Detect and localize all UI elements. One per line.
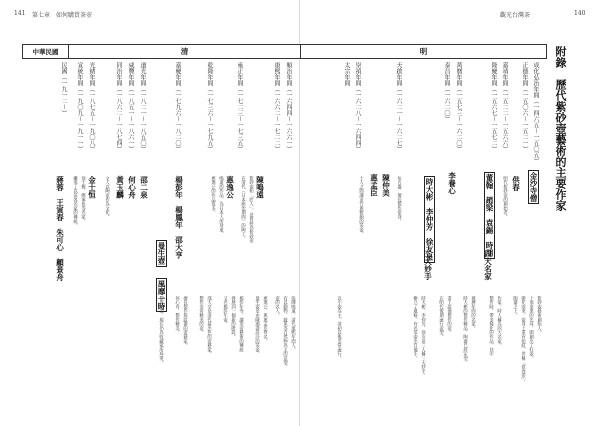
qing-era: 乾隆年間（一七三六～一七九五） — [206, 62, 213, 152]
artist-group-label: 三大妙手 — [423, 250, 433, 280]
description-line: 仿古器，擅長製作壺身。 — [396, 176, 402, 224]
artist-name: 供春 — [511, 176, 521, 191]
artist-name: 黃玉麟 — [115, 176, 125, 199]
description-line: 鳴遠的作品，為日本人所珍重。 — [218, 176, 224, 237]
artist-group-boxed: 董翰 趙梁 袁錫 時朋 — [485, 174, 494, 257]
artist-name: 惠逸公 — [225, 176, 235, 199]
commentary-line: 以小壺為主，清初以後非常流行。 — [336, 296, 342, 361]
commentary-line: 變化而來，壺身上還有指紋，世稱「供春壺」。 — [520, 296, 526, 385]
commentary-line: 製作時，帶多樣化的作品，其中 — [488, 296, 494, 357]
teapot-style-boxed: 曼生壺 — [157, 242, 166, 265]
right-page-number: 140 — [574, 10, 586, 17]
commentary-line: 萬曆年間的名家。 — [470, 296, 476, 331]
description-line: 文人以陶壺作為文化。 — [104, 176, 110, 219]
commentary-line: 在明代後期流行壺型。 — [438, 296, 444, 339]
page-gutter — [299, 0, 300, 426]
ming-era: 成化弘治年間（一四六五～一五〇五） — [532, 62, 539, 164]
commentary-line: 製作非常精美的壺。 — [198, 296, 204, 335]
artist-name: 惠孟臣 — [369, 174, 379, 197]
commentary-line: 紫砂壺藝術創始人。 — [536, 296, 542, 335]
commentary-line: 書上說他製作的壺。 — [446, 296, 452, 335]
qing-era: 嘉慶年間（一七九六～一八二〇） — [174, 62, 181, 152]
roc-era: 民國（一九一二～） — [60, 62, 67, 116]
commentary-line: 樹立了風格，有名茶壺出自他手。 — [412, 296, 418, 361]
commentary-line: 製作的壺，現在仍為收藏家所珍愛。 — [158, 296, 164, 365]
artist-name: 陳鳴遠 — [255, 176, 265, 199]
artist-name: 何心舟 — [127, 176, 137, 199]
artist-group-boxed: 時大彬 李仲芳 徐友泉 — [425, 178, 434, 261]
commentary-line: 陶器之上。 — [512, 296, 518, 318]
description-line: 惠逸公的作品很多。 — [210, 176, 216, 215]
ming-era: 泰昌年間（一六二〇） — [443, 62, 450, 122]
qing-era: 道光年間（一八二一～一八五〇） — [139, 62, 146, 152]
description-line: 紫砂壺和「匠人」，是曾經為紫砂壺 — [248, 176, 254, 243]
qing-era: 宣統年間（一九〇九～一九一一） — [76, 62, 83, 152]
qing-era: 光緒年間（一八七五～一九〇八） — [88, 62, 95, 152]
artist-name-boxed: 金沙寺僧 — [529, 172, 538, 202]
left-running-head: 第七章 如何購買茶壺 — [32, 12, 93, 19]
commentary-line: 發展到一個新的階段。 — [230, 296, 236, 339]
commentary-line: 時大彬、李仲芳、徐友泉三人稱三大妙手。 — [420, 296, 426, 378]
commentary-line: 有以動物、蔬果等自然物為主的造型。 — [282, 296, 288, 370]
qing-era: 咸豐年間（一八五一～一八六一） — [127, 62, 134, 152]
artist-name: 金士恒 — [87, 176, 97, 199]
commentary-line: 壺的名人。 — [274, 296, 280, 318]
right-running-head: 觀光台灣茶 — [500, 12, 531, 19]
ming-era: 崇禎年間（一六二八～一六四四） — [354, 62, 361, 152]
qing-era: 同治年間（一八六二～一八七四） — [115, 62, 122, 152]
artist-name: 邵二泉 — [139, 176, 149, 199]
description-line: 徐士衡，鄭寧侯等名家。 — [80, 176, 86, 224]
artist-group: 蔣蓉 王寅春 朱可心 顧景舟 — [55, 176, 65, 281]
qing-era: 順治年間（一六四四～一六六一） — [285, 62, 292, 152]
dynasty-ming-header: 明 — [300, 44, 547, 59]
ming-era: 正德年間（一五〇六～一五二一） — [521, 62, 528, 152]
commentary-line: 時大彬的製作精品、陶器已經定型， — [462, 296, 468, 365]
commentary-line: 何心舟，製作精美。 — [174, 296, 180, 335]
commentary-line: 邵大亨是清代最出色的壺藝家。 — [206, 296, 212, 357]
commentary-line: 上承茶業的先河，開創出了好壺。 — [528, 296, 534, 361]
ming-era: 太宗年間 — [343, 62, 350, 86]
artist-group-label: 四大名家 — [483, 250, 493, 280]
description-line: 繼承了以前各名家的傳統。 — [72, 176, 78, 228]
dynasty-qing-header: 清 — [68, 44, 301, 59]
ming-era: 天啟年間（一六二一～一六二七） — [395, 62, 402, 152]
description-line: 士人之間講求竹與雅韻的茶壺。 — [358, 176, 364, 237]
artist-name: 陳仲美 — [381, 174, 391, 197]
qing-era: 雍正年間（一七二三～一七三五） — [236, 62, 243, 152]
commentary-line: 張陳鳴遠，清代康熙年間人， — [290, 296, 296, 352]
description-line: 在清代（日本統治期間）的陶工。 — [240, 176, 246, 241]
left-page-number: 141 — [14, 10, 26, 17]
appendix-title: 附錄 歷代紫砂壺藝術的主要作家 — [554, 46, 567, 211]
ming-era: 隆慶年間（一五六七～一五七二） — [490, 62, 497, 152]
qing-era: 康熙年間（一六六二～一七二二） — [273, 62, 280, 152]
dynasty-roc-header: 中華民國 — [22, 44, 69, 59]
description-line: 明代紫砂壺的創始者。 — [502, 176, 508, 219]
commentary-line: 惠逸公，與惠孟臣齊名， — [262, 296, 268, 344]
commentary-line: 楊彭年等，讓茶壺藝術的傳統 — [238, 296, 244, 352]
commentary-line: 又名楊彭年壺。 — [222, 296, 228, 327]
teapot-style-boxed: 風靡一時 — [157, 280, 166, 310]
ming-era: 萬曆年間（一五七三～一六二〇） — [455, 62, 462, 152]
ming-era: 嘉靖年間（一五二二～一五六六） — [501, 62, 508, 152]
commentary-line: 作家，時人稱為四大名家。 — [496, 296, 502, 348]
artist-name: 李養心 — [447, 172, 457, 195]
commentary-line: 曼生壺是由陳鴻壽設計的茶壺， — [254, 296, 260, 357]
artist-group: 楊彭年 楊鳳年 邵大亨 — [174, 176, 184, 259]
commentary-line: 擅長製作筋紋器的壺藝家。 — [182, 296, 188, 348]
